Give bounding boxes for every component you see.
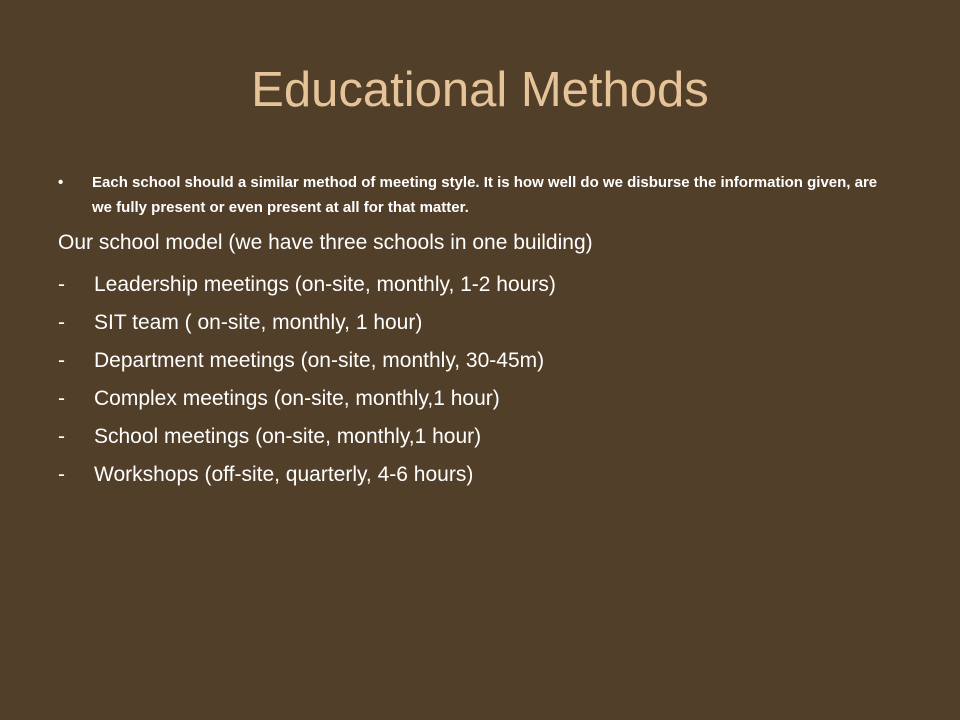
slide-title: Educational Methods (251, 63, 709, 117)
meeting-item-text: SIT team ( on-site, monthly, 1 hour) (94, 311, 423, 334)
meeting-item-department (58, 342, 556, 380)
meeting-item-complex (58, 380, 556, 418)
intro-bullet (58, 170, 918, 220)
meeting-item-text: Workshops (off-site, quarterly, 4-6 hours) (94, 463, 474, 486)
intro-text: Each school should a similar method of meeting style. It is how well do we disburse the information given, are we fully present or even present at all for that matter. (92, 174, 878, 216)
school-model-heading: Our school model (we have three schools in one building) (58, 231, 593, 254)
dash-icon: - (58, 463, 65, 486)
meeting-item-school (58, 418, 556, 456)
intro-bullet-row (58, 170, 918, 220)
meeting-item-text: Department meetings (on-site, monthly, 30-45m) (94, 349, 545, 372)
dash-icon: - (58, 311, 65, 334)
meeting-item-text: Leadership meetings (on-site, monthly, 1-2 hours) (94, 273, 556, 296)
dash-icon: - (58, 387, 65, 410)
meeting-item-text: School meetings (on-site, monthly,1 hour) (94, 425, 482, 448)
dash-icon: - (58, 273, 65, 296)
meeting-item-workshops (58, 456, 556, 494)
bullet-icon: • (58, 174, 64, 191)
meeting-item-text: Complex meetings (on-site, monthly,1 hour) (94, 387, 500, 410)
dash-icon: - (58, 425, 65, 448)
meeting-list (58, 266, 556, 494)
meeting-item-sit-team (58, 304, 556, 342)
dash-icon: - (58, 349, 65, 372)
meeting-item-leadership (58, 266, 556, 304)
